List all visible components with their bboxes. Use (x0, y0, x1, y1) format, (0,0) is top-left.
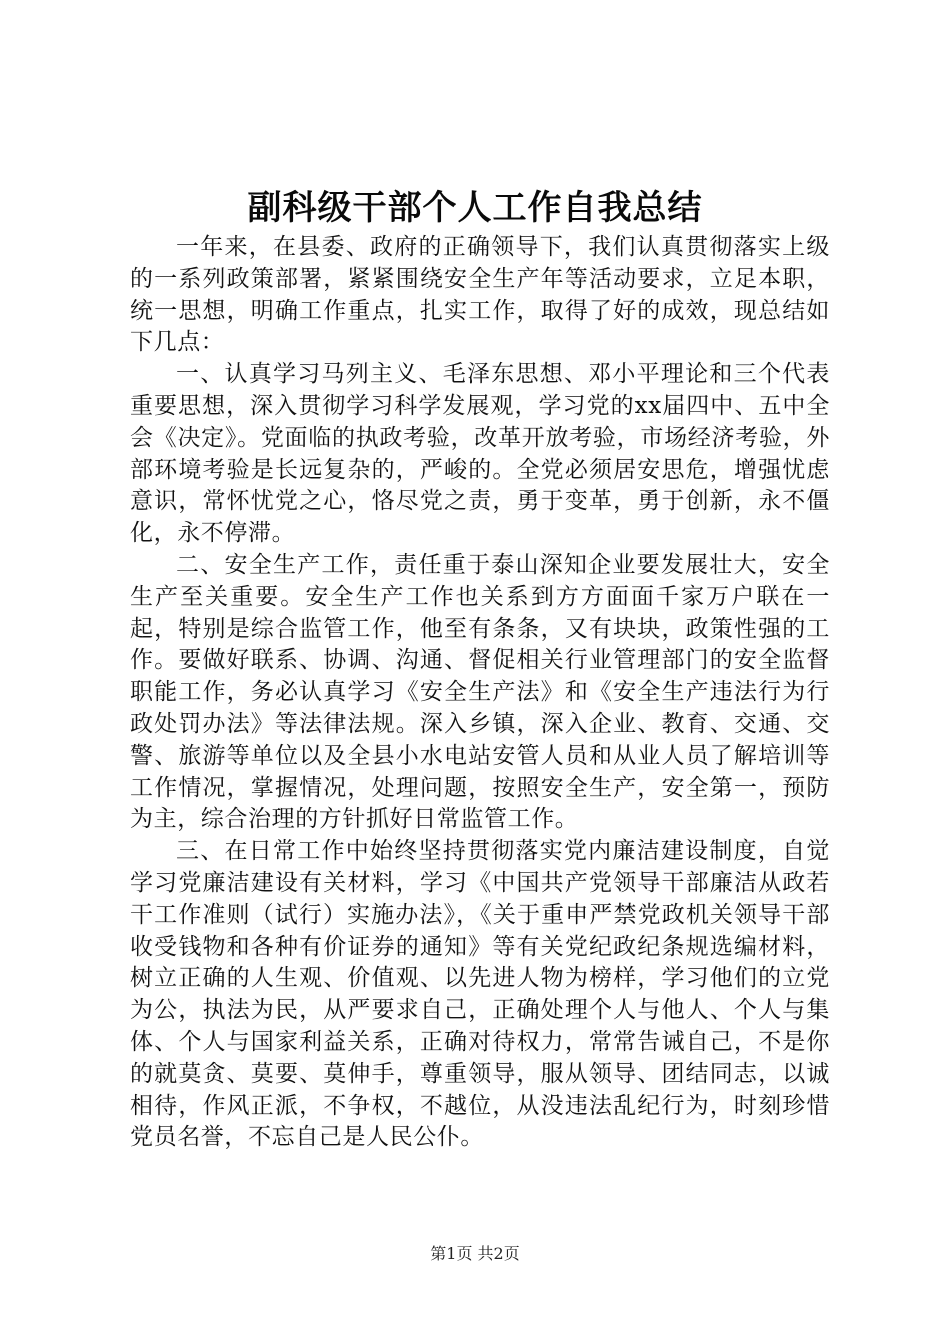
paragraph-one: 一、认真学习马列主义、毛泽东思想、邓小平理论和三个代表重要思想，深入贯彻学习科学发展观，学习党的xx届四中、五中全会《决定》。党面临的执政考验，改革开放考验，市场经济考验，外部环境考验是长远复杂的，严峻的。全党必须居安思危，增强忧虑意识，常怀忧党之心，恪尽党之责，勇于变革，勇于创新，永不僵化，永不停滞。 (130, 361, 830, 547)
paragraph-three: 三、在日常工作中始终坚持贯彻落实党内廉洁建设制度，自觉学习党廉洁建设有关材料，学习《中国共产党领导干部廉洁从政若干工作准则（试行）实施办法》，《关于重申严禁党政机关领导干部收受钱物和各种有价证券的通知》等有关党纪政纪条规选编材料，树立正确的人生观、价值观、以先进人物为榜样，学习他们的立党为公，执法为民，从严要求自己，正确处理个人与他人、个人与集体、个人与国家利益关系，正确对待权力，常常告诫自己，不是你的就莫贪、莫要、莫伸手，尊重领导，服从领导、团结同志，以诚相待，作风正派，不争权，不越位，从没违法乱纪行为，时刻珍惜党员名誉，不忘自己是人民公仆。 (130, 838, 830, 1151)
document-title: 副科级干部个人工作自我总结 (247, 188, 703, 228)
paragraph-intro: 一年来，在县委、政府的正确领导下，我们认真贯彻落实上级的一系列政策部署，紧紧围绕安全生产年等活动要求，立足本职，统一思想，明确工作重点，扎实工作，取得了好的成效，现总结如下几点： (130, 234, 830, 356)
paragraph-two: 二、安全生产工作，责任重于泰山深知企业要发展壮大，安全生产至关重要。安全生产工作也关系到方方面面千家万户联在一起，特别是综合监管工作，他至有条条，又有块块，政策性强的工作。要做好联系、协调、沟通、督促相关行业管理部门的安全监督职能工作，务必认真学习《安全生产法》和《安全生产违法行为行政处罚办法》等法律法规。深入乡镇，深入企业、教育、交通、交警、旅游等单位以及全县小水电站安管人员和从业人员了解培训等工作情况，掌握情况，处理问题，按照安全生产，安全第一，预防为主，综合治理的方针抓好日常监管工作。 (130, 551, 830, 833)
document-body (130, 232, 830, 1154)
page-footer: 第1页 共2页 (430, 1244, 520, 1263)
